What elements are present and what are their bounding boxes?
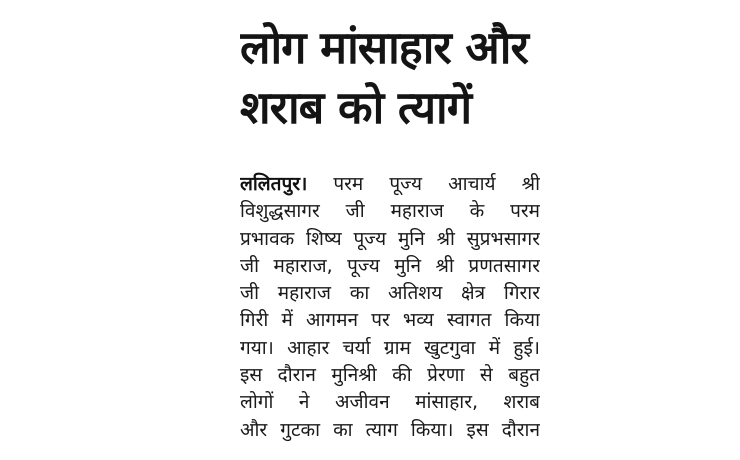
body-line: प्रभावक शिष्य पूज्य मुनि श्री सुप्रभसागर xyxy=(240,227,540,250)
body-line: जी महाराज, पूज्य मुनि श्री प्रणतसागर xyxy=(240,254,540,277)
body-line: इस दौरान मुनिश्री की प्रेरणा से बहुत xyxy=(240,364,540,387)
body-line: विशुद्धसागर जी महाराज के परम xyxy=(240,200,540,223)
headline-line-2: शराब को त्यागें xyxy=(240,81,472,134)
body-line xyxy=(240,171,540,198)
body-line: लोगों ने अजीवन मांसाहार, शराब xyxy=(240,391,540,414)
article-clipping xyxy=(240,0,540,460)
article-headline xyxy=(240,0,540,138)
dateline: ललितपुर। xyxy=(240,173,308,195)
body-line: और गुटका का त्याग किया। इस दौरान xyxy=(240,418,540,441)
body-line: गया। आहार चर्या ग्राम खुटगुवा में हुई। xyxy=(240,336,540,359)
article-body xyxy=(240,171,540,444)
body-line: जी महाराज का अतिशय क्षेत्र गिरार xyxy=(240,282,540,305)
body-line-text: परम पूज्य आचार्य श्री xyxy=(333,173,540,195)
headline-line-1: लोग मांसाहार और xyxy=(240,21,528,74)
body-line: गिरी में आगमन पर भव्य स्वागत किया xyxy=(240,309,540,332)
